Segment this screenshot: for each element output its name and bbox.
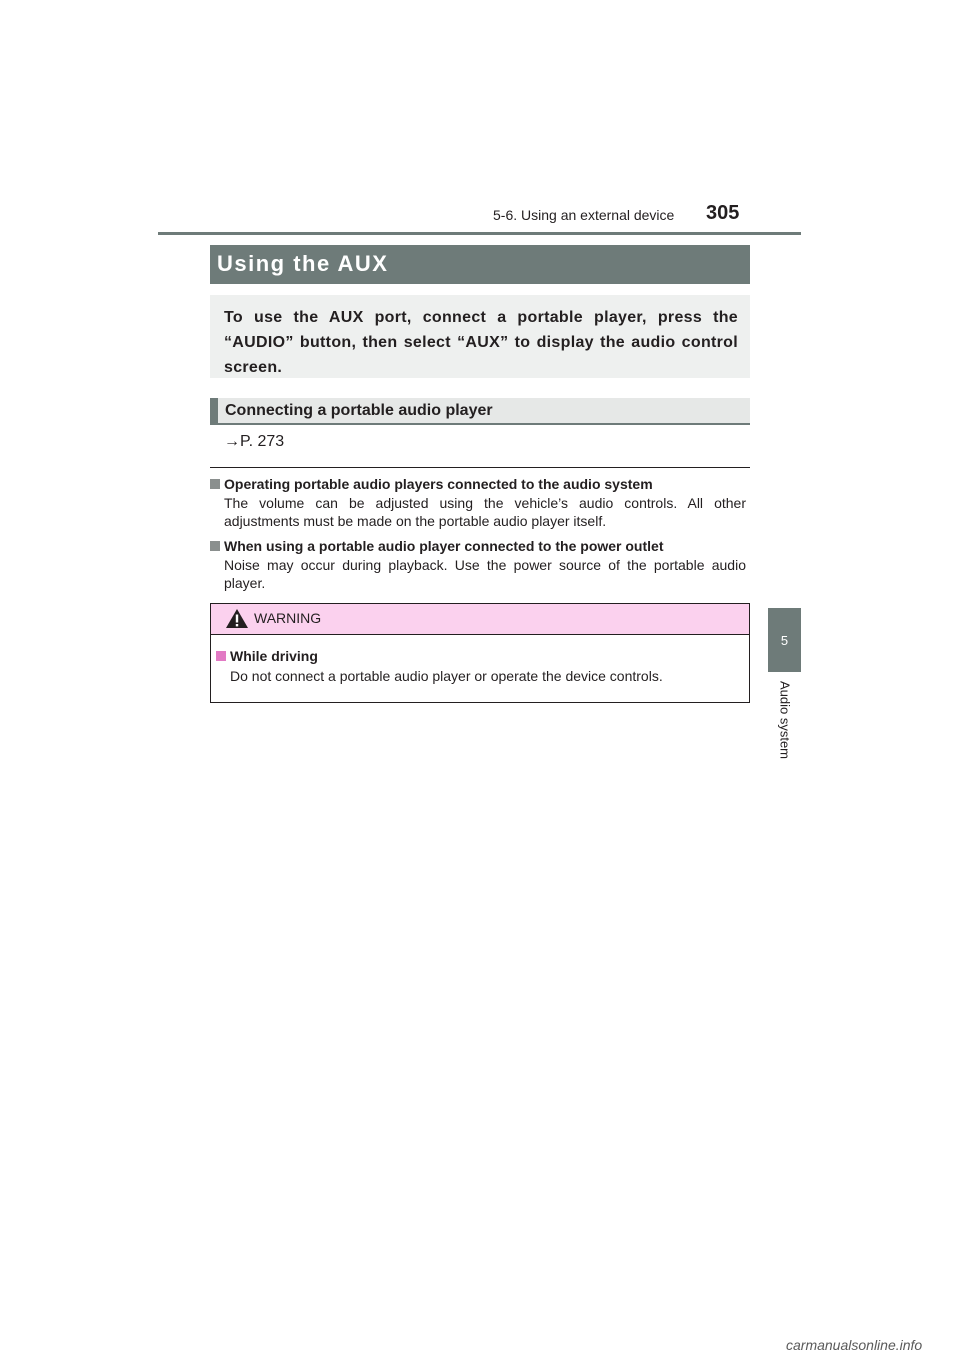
warning-box (210, 603, 750, 703)
note-body: The volume can be adjusted using the vehicle’s audio controls. All other adjustments must be made on the portable audio player itself. (224, 495, 746, 529)
header-section-title: 5-6. Using an external device (493, 207, 675, 223)
section-divider (210, 467, 750, 468)
square-bullet-icon (216, 651, 226, 661)
header-rule (158, 232, 801, 235)
note-body: Noise may occur during playback. Use the power source of the portable audio player. (224, 557, 746, 591)
warning-header (211, 604, 749, 635)
warning-title: WARNING (254, 610, 322, 626)
subheading-title: Connecting a portable audio player (225, 402, 493, 419)
footer-watermark: carmanualsonline.info (786, 1337, 923, 1353)
page-number: 305 (706, 202, 740, 224)
note-heading: Operating portable audio players connected to the audio system (224, 476, 653, 492)
warning-item-body: Do not connect a portable audio player or operate the device controls. (230, 668, 663, 684)
warning-item-heading: While driving (230, 648, 318, 664)
square-bullet-icon (210, 541, 220, 551)
chapter-number: 5 (780, 632, 789, 648)
title-bar (210, 245, 750, 284)
intro-text: To use the AUX port, connect a portable player, press the “AUDIO” button, then select “AUX” to display the audio control screen. (224, 309, 738, 376)
chapter-tab (768, 608, 801, 672)
page-title: Using the AUX (217, 251, 389, 276)
warning-triangle-icon (225, 608, 249, 629)
chapter-label: Audio system (777, 680, 793, 760)
warning-item (216, 648, 744, 684)
subheading-bar (210, 398, 750, 425)
note-heading: When using a portable audio player connected to the power outlet (224, 538, 664, 554)
intro-box (210, 295, 750, 378)
square-bullet-icon (210, 479, 220, 489)
note-item (210, 476, 746, 530)
note-item (210, 538, 746, 592)
page-reference-link[interactable]: →P. 273 (224, 433, 285, 450)
